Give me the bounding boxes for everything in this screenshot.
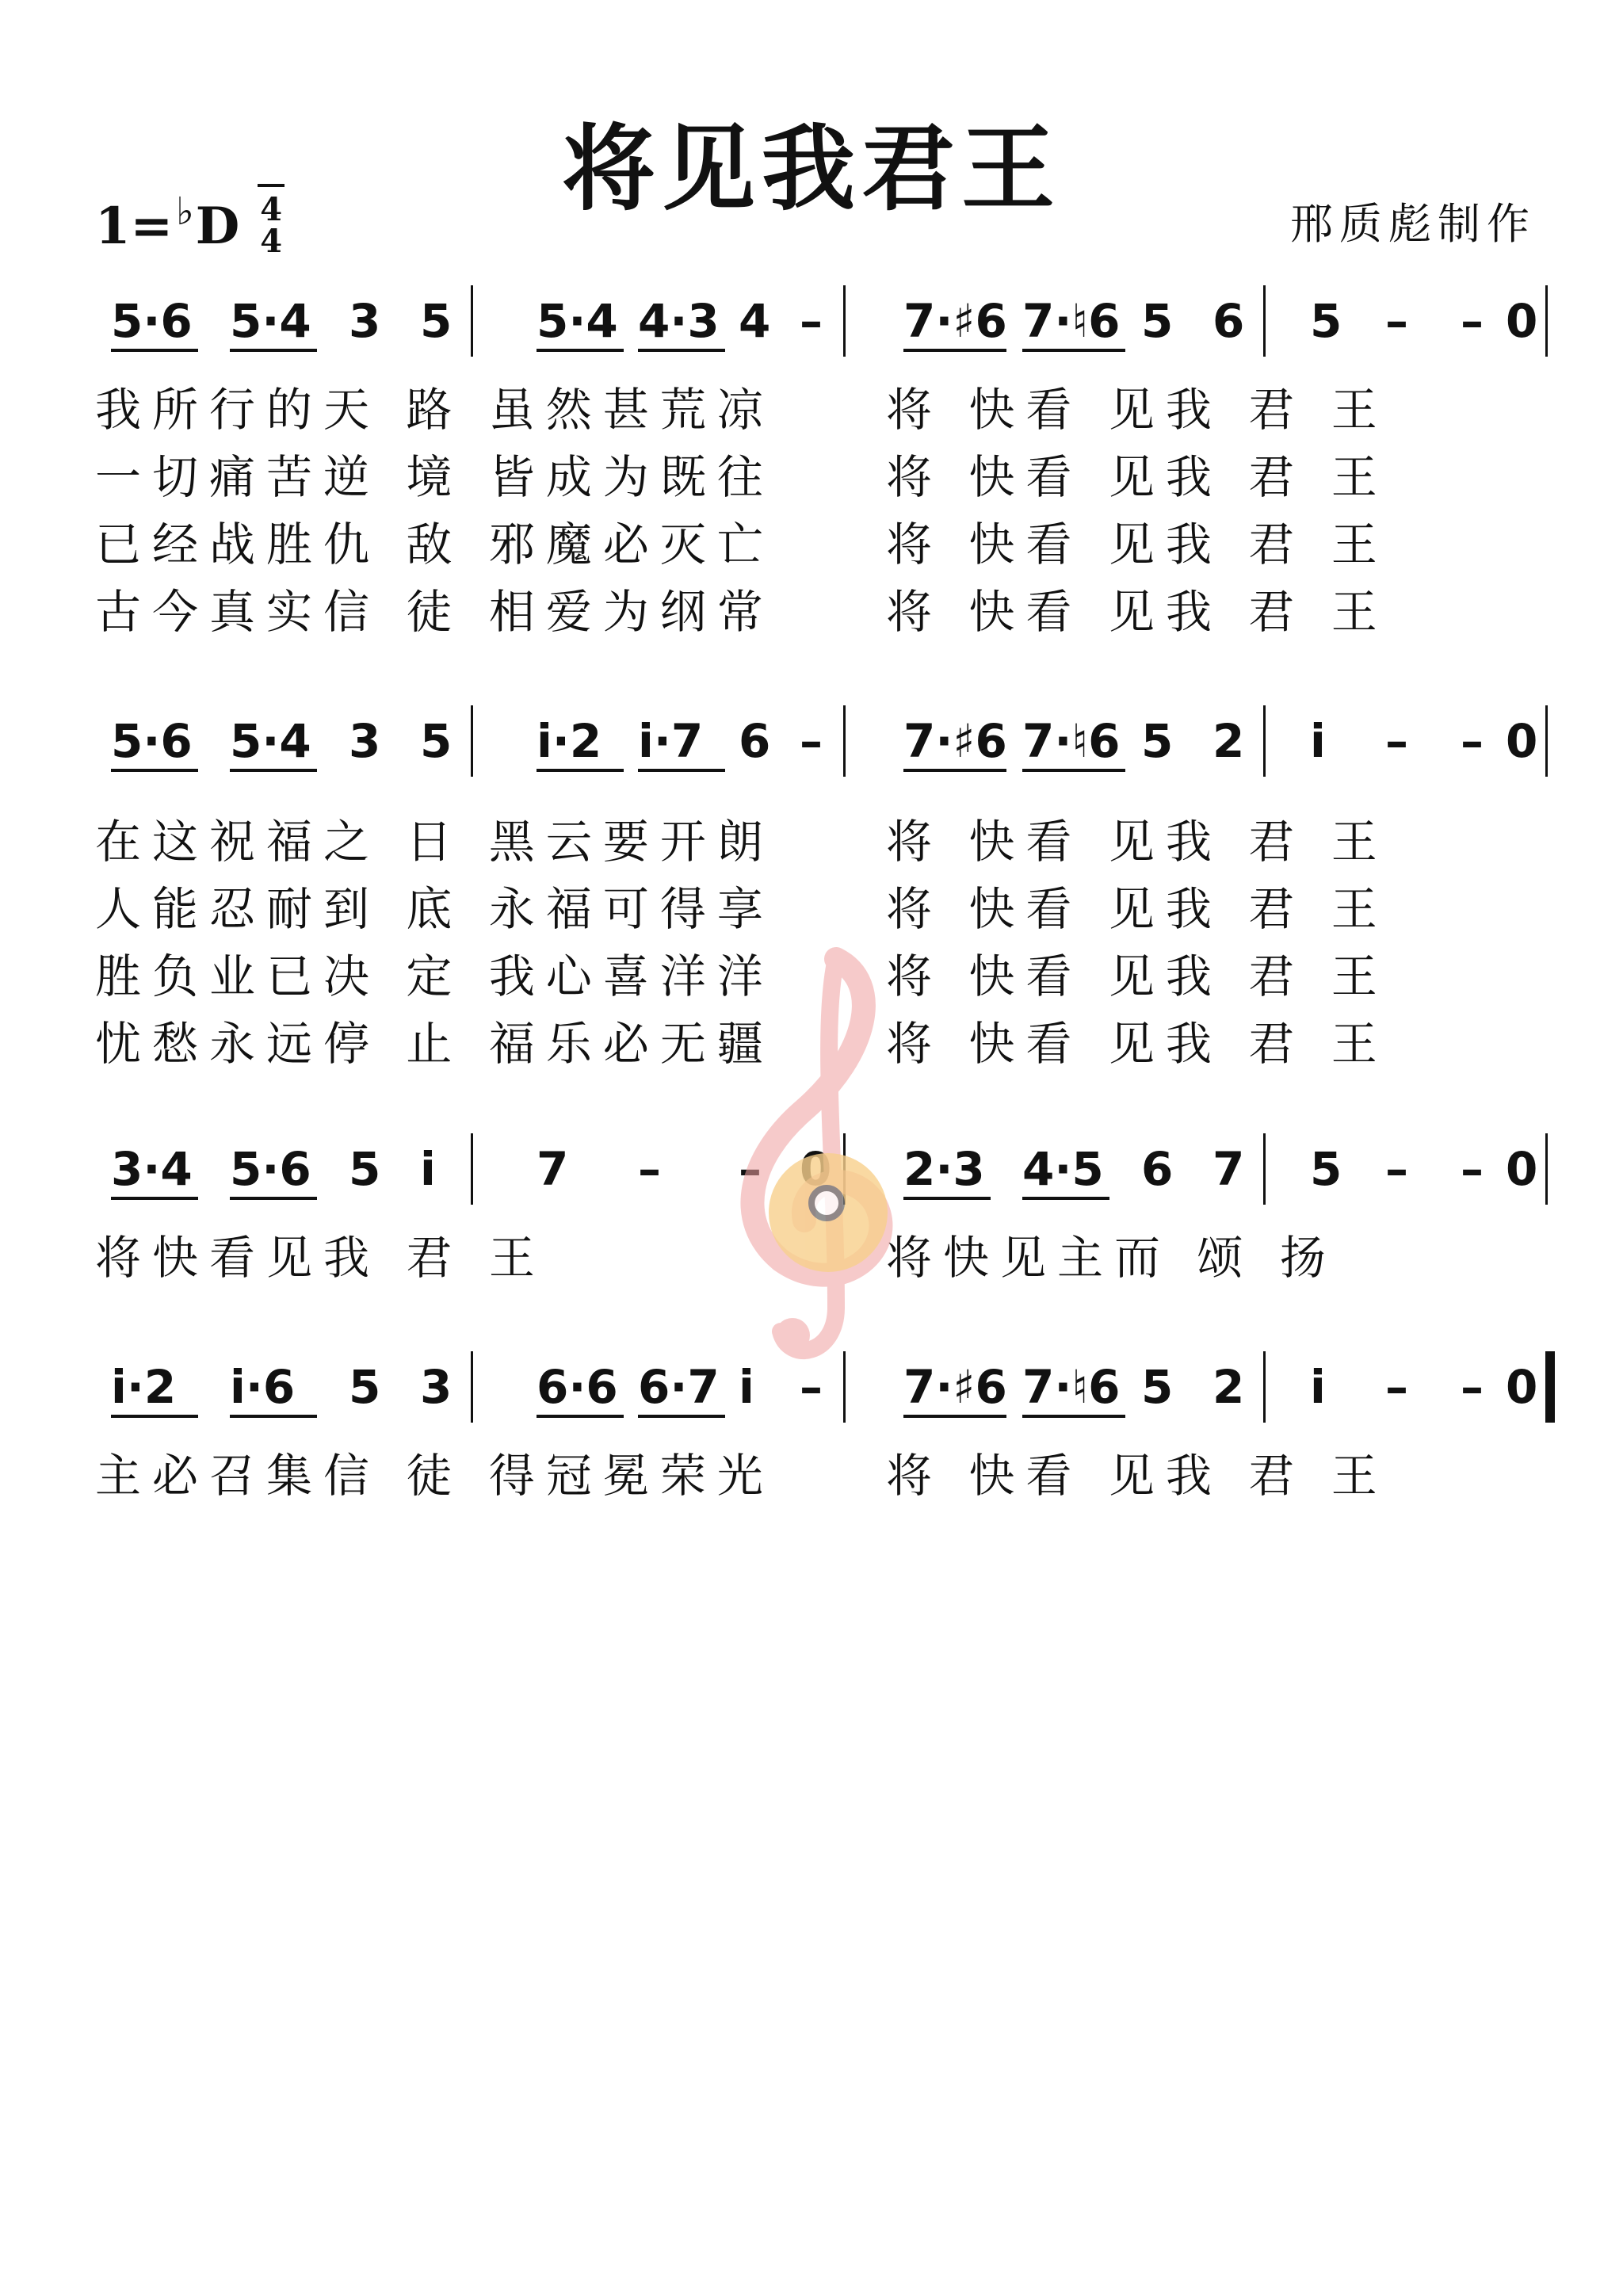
barline: [1263, 1133, 1266, 1205]
key-tonic: 1: [95, 196, 131, 256]
lyric-refrain: 将快见主而 颂 扬: [886, 1231, 1337, 1285]
note: –: [1461, 1142, 1484, 1196]
note: 0: [1506, 294, 1538, 348]
beat-underline: [111, 769, 198, 772]
barline: [1545, 285, 1548, 357]
key-equals: =: [130, 196, 174, 256]
lyric-refrain: 将 快看 见我 君 王: [886, 949, 1388, 1003]
note: i: [420, 1142, 436, 1196]
note: 2·3: [903, 1142, 985, 1196]
barline: [471, 285, 473, 357]
note: 7: [1212, 1142, 1245, 1196]
note: 5: [1310, 1142, 1342, 1196]
note: 6·6: [537, 1360, 618, 1414]
lyric-line: 人能忍耐到 底 永福可得享: [95, 882, 774, 936]
note: 6: [1212, 294, 1245, 348]
note: 7·♯6: [903, 1360, 1007, 1414]
note: –: [739, 1142, 762, 1196]
beat-underline: [230, 349, 317, 352]
beat-underline: [537, 769, 624, 772]
beat-underline: [1022, 1197, 1109, 1200]
note: 5: [1141, 294, 1174, 348]
note: i: [1310, 714, 1326, 768]
note: 4·3: [638, 294, 720, 348]
note: 5·4: [537, 294, 618, 348]
note: 3: [420, 1360, 453, 1414]
note: 5·6: [111, 294, 193, 348]
note: i: [1310, 1360, 1326, 1414]
note: 5·6: [230, 1142, 311, 1196]
beat-underline: [903, 1415, 1006, 1418]
note: i·7: [638, 714, 704, 768]
barline: [843, 285, 846, 357]
beat-underline: [638, 349, 725, 352]
barline: [1545, 705, 1548, 777]
barline: [471, 1133, 473, 1205]
note: 7·♮6: [1022, 294, 1121, 348]
note: 7·♮6: [1022, 1360, 1121, 1414]
note: –: [800, 294, 823, 348]
time-signature: [260, 191, 283, 260]
barline: [843, 705, 846, 777]
note: 0: [1506, 714, 1538, 768]
beat-underline: [903, 769, 1006, 772]
note: –: [800, 714, 823, 768]
note: 5: [349, 1142, 381, 1196]
lyric-line: 胜负业已决 定 我心喜洋洋: [95, 949, 774, 1003]
note: 5: [349, 1360, 381, 1414]
note: 0: [1506, 1142, 1538, 1196]
author-credit: 邢质彪制作: [1290, 199, 1536, 249]
note: 7·♯6: [903, 714, 1007, 768]
note: 6·7: [638, 1360, 720, 1414]
key-note: D: [195, 196, 240, 256]
barline: [1263, 285, 1266, 357]
note: 5: [420, 294, 453, 348]
beat-underline: [111, 349, 198, 352]
note: 0: [1506, 1360, 1538, 1414]
lyric-line: 忧愁永远停 止 福乐必无疆: [95, 1017, 774, 1071]
lyric-line: 在这祝福之 日 黑云要开朗: [95, 815, 774, 869]
note: –: [1385, 1360, 1408, 1414]
note: 5·4: [230, 714, 311, 768]
note: 5·4: [230, 294, 311, 348]
note: 2: [1212, 1360, 1245, 1414]
note: –: [1461, 1360, 1484, 1414]
lyric-line: 主必召集信 徒 得冠冕荣光: [95, 1449, 774, 1503]
disc-watermark-icon: [769, 1153, 888, 1272]
beat-underline: [111, 1197, 198, 1200]
beat-underline: [903, 349, 1006, 352]
beat-underline: [638, 1415, 725, 1418]
lyric-refrain: 将 快看 见我 君 王: [886, 450, 1388, 504]
note: 4: [739, 294, 771, 348]
note: 5: [1141, 714, 1174, 768]
score-row: [95, 705, 1536, 777]
note: i·2: [111, 1360, 177, 1414]
note: 6: [739, 714, 771, 768]
score-row: [95, 285, 1536, 357]
barline: [1263, 1351, 1266, 1423]
note: 3·4: [111, 1142, 193, 1196]
lyric-refrain: 将 快看 见我 君 王: [886, 518, 1388, 571]
lyric-refrain: 将 快看 见我 君 王: [886, 815, 1388, 869]
note: 6: [1141, 1142, 1174, 1196]
final-barline: [1545, 1351, 1555, 1423]
beat-underline: [230, 1197, 317, 1200]
note: 7: [537, 1142, 569, 1196]
note: 2: [1212, 714, 1245, 768]
time-signature-bottom: 4: [260, 223, 283, 260]
note: –: [1385, 714, 1408, 768]
barline: [471, 705, 473, 777]
beat-underline: [1022, 769, 1125, 772]
note: –: [1385, 294, 1408, 348]
note: 5: [1141, 1360, 1174, 1414]
note: i·2: [537, 714, 602, 768]
lyric-refrain: 将 快看 见我 君 王: [886, 1017, 1388, 1071]
lyric-refrain: 将 快看 见我 君 王: [886, 383, 1388, 437]
lyric-line: 我所行的天 路 虽然甚荒凉: [95, 383, 774, 437]
beat-underline: [537, 349, 624, 352]
note: 5·6: [111, 714, 193, 768]
note: –: [1461, 294, 1484, 348]
time-signature-top: 4: [260, 191, 283, 228]
note: 5: [1310, 294, 1342, 348]
note: –: [1461, 714, 1484, 768]
time-signature-bar: [258, 184, 285, 187]
note: 7·♯6: [903, 294, 1007, 348]
lyric-line: 一切痛苦逆 境 皆成为既往: [95, 450, 774, 504]
lyric-line: 将快看见我 君 王: [95, 1231, 546, 1285]
barline: [1263, 705, 1266, 777]
beat-underline: [230, 769, 317, 772]
note: 4·5: [1022, 1142, 1104, 1196]
page-title: 将见我君王: [561, 113, 1061, 223]
flat-sign: ♭: [176, 189, 194, 234]
lyric-refrain: 将 快看 见我 君 王: [886, 882, 1388, 936]
note: 7·♮6: [1022, 714, 1121, 768]
beat-underline: [111, 1415, 198, 1418]
note: 5: [420, 714, 453, 768]
note: 3: [349, 294, 381, 348]
key-signature: [95, 182, 282, 269]
lyric-refrain: 将 快看 见我 君 王: [886, 585, 1388, 639]
lyric-refrain: 将 快看 见我 君 王: [886, 1449, 1388, 1503]
note: 3: [349, 714, 381, 768]
note: –: [800, 1360, 823, 1414]
barline: [1545, 1133, 1548, 1205]
beat-underline: [230, 1415, 317, 1418]
note: –: [638, 1142, 661, 1196]
note: i·6: [230, 1360, 296, 1414]
note: –: [1385, 1142, 1408, 1196]
lyric-line: 古今真实信 徒 相爱为纲常: [95, 585, 774, 639]
barline: [471, 1351, 473, 1423]
beat-underline: [1022, 1415, 1125, 1418]
lyric-line: 已经战胜仇 敌 邪魔必灭亡: [95, 518, 774, 571]
beat-underline: [537, 1415, 624, 1418]
beat-underline: [638, 769, 725, 772]
beat-underline: [1022, 349, 1125, 352]
note: i: [739, 1360, 754, 1414]
